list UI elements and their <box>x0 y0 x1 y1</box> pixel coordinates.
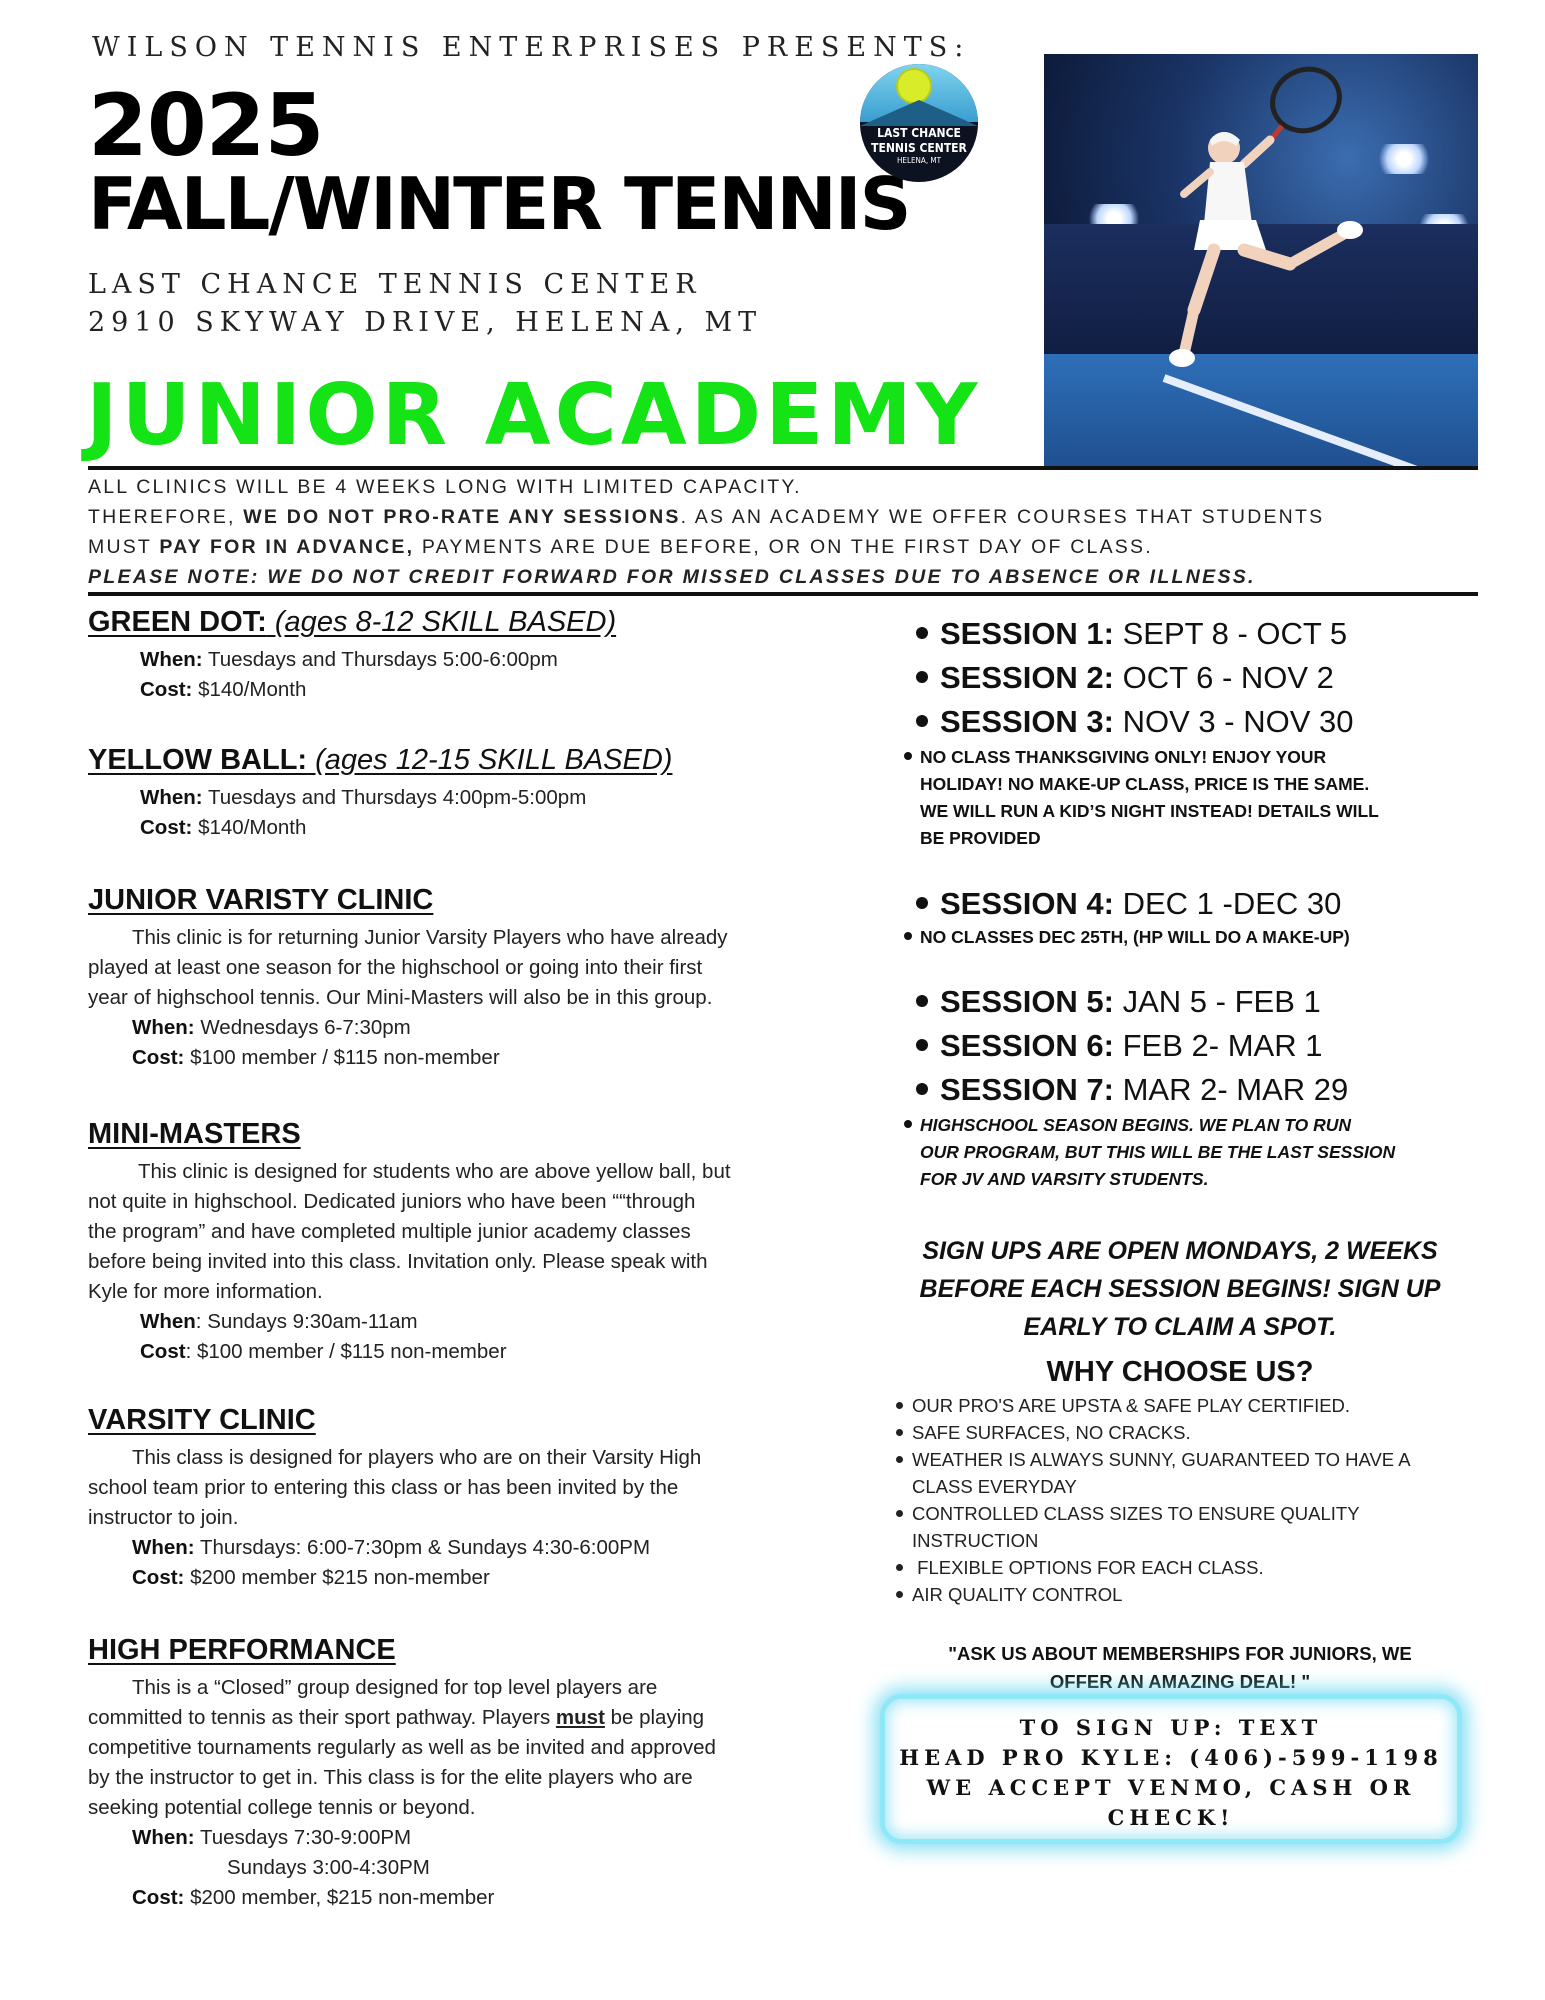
session-item: SESSION 4: DEC 1 -DEC 30 <box>916 882 1341 926</box>
why-item: SAFE SURFACES, NO CRACKS. <box>896 1419 1486 1446</box>
session-item: SESSION 5: JAN 5 - FEB 1 <box>916 980 1348 1024</box>
why-item: FLEXIBLE OPTIONS FOR EACH CLASS. <box>896 1554 1486 1581</box>
intro-line: MUST PAY FOR IN ADVANCE, PAYMENTS ARE DUE BEFORE, OR ON THE FIRST DAY OF CLASS. <box>88 536 1153 558</box>
varsity-clinic-when: When: Thursdays: 6:00-7:30pm & Sundays 4:30-6:00PM <box>132 1536 651 1559</box>
yellow-ball-section <box>88 744 672 843</box>
intro-line: THEREFORE, WE DO NOT PRO-RATE ANY SESSIONS. AS AN ACADEMY WE OFFER COURSES THAT STUDENTS <box>88 506 1325 528</box>
venue-address: 2910 SKYWAY DRIVE, HELENA, MT <box>88 307 763 338</box>
signups-notice: SIGN UPS ARE OPEN MONDAYS, 2 WEEKS BEFORE EACH SESSION BEGINS! SIGN UP EARLY TO CLAIM A SPOT. <box>919 1237 1441 1341</box>
varsity-clinic-description: This class is designed for players who are on their Varsity High school team prior to entering this class or has been invited by the instructor to join. <box>88 1446 702 1529</box>
mini-masters-heading: MINI-MASTERS <box>88 1118 301 1150</box>
why-item-cont: INSTRUCTION <box>912 1530 1039 1551</box>
december-note: NO CLASSES DEC 25TH, (HP WILL DO A MAKE-UP) <box>904 924 1484 951</box>
why-choose-list <box>896 1392 1486 1608</box>
presents-line: WILSON TENNIS ENTERPRISES PRESENTS: <box>92 32 971 63</box>
intro-divider <box>88 592 1478 596</box>
session-item: SESSION 6: FEB 2- MAR 1 <box>916 1024 1348 1068</box>
why-item-cont: CLASS EVERYDAY <box>912 1476 1077 1497</box>
phone-number: HEAD PRO KYLE: (406)-599-1198 <box>899 1745 1443 1770</box>
varsity-clinic-cost: Cost: $200 member $215 non-member <box>132 1566 490 1589</box>
sessions-5-7 <box>916 980 1348 1112</box>
thanksgiving-note: NO CLASS THANKSGIVING ONLY! ENJOY YOUR HOLIDAY! NO MAKE-UP CLASS, PRICE IS THE SAME. WE WILL RUN A KID’S NIGHT INSTEAD! DETAILS WILL BE PROVIDED <box>904 744 1484 852</box>
mini-masters-section <box>88 1118 888 1367</box>
high-performance-when: When: Tuesdays 7:30-9:00PM <box>132 1826 412 1849</box>
payment-methods: WE ACCEPT VENMO, CASH OR <box>926 1775 1416 1800</box>
varsity-clinic-heading: VARSITY CLINIC <box>88 1404 316 1436</box>
program-title: JUNIOR ACADEMY <box>86 366 982 465</box>
venue-name: LAST CHANCE TENNIS CENTER <box>88 269 702 300</box>
yellow-ball-heading: YELLOW BALL: (ages 12-15 SKILL BASED) <box>88 744 673 776</box>
varsity-clinic-section <box>88 1404 888 1593</box>
jv-clinic-when: When: Wednesdays 6-7:30pm <box>132 1016 411 1039</box>
why-item: WEATHER IS ALWAYS SUNNY, GUARANTEED TO HAVE A <box>896 1446 1486 1473</box>
mini-masters-cost: Cost: $100 member / $115 non-member <box>140 1340 507 1363</box>
tennis-ball-icon <box>896 68 932 104</box>
mountain-icon <box>860 100 978 126</box>
season-year: 2025 <box>88 76 324 176</box>
intro-line: ALL CLINICS WILL BE 4 WEEKS LONG WITH LIMITED CAPACITY. <box>88 476 802 498</box>
yellow-ball-cost: Cost: $140/Month <box>140 816 307 839</box>
mini-masters-when: When: Sundays 9:30am-11am <box>140 1310 418 1333</box>
why-item: AIR QUALITY CONTROL <box>896 1581 1486 1608</box>
session-item: SESSION 7: MAR 2- MAR 29 <box>916 1068 1348 1112</box>
jv-clinic-cost: Cost: $100 member / $115 non-member <box>132 1046 500 1069</box>
sessions-1-3 <box>916 612 1353 744</box>
tennis-center-logo <box>860 64 978 182</box>
credit-note: PLEASE NOTE: WE DO NOT CREDIT FORWARD FOR MISSED CLASSES DUE TO ABSENCE OR ILLNESS. <box>88 566 1256 588</box>
green-dot-section <box>88 606 616 705</box>
green-dot-heading: GREEN DOT: (ages 8-12 SKILL BASED) <box>88 606 617 638</box>
why-choose-heading: WHY CHOOSE US? <box>1046 1356 1314 1388</box>
jv-clinic-section <box>88 884 888 1073</box>
mini-masters-description: This clinic is designed for students who are above yellow ball, but not quite in highschool. Dedicated juniors who have been ““through the program” and have completed multiple junior academy classes before being invited into this class. Invitation only. Please speak with Kyle for more information. <box>88 1160 731 1303</box>
high-performance-section <box>88 1634 908 1913</box>
intro-policy <box>88 472 1488 592</box>
tennis-player-photo <box>1044 54 1478 470</box>
high-performance-when-sunday: Sundays 3:00-4:30PM <box>227 1856 430 1879</box>
high-performance-heading: HIGH PERFORMANCE <box>88 1634 396 1666</box>
payment-methods-cont: CHECK! <box>1107 1805 1235 1830</box>
tennis-player-figure <box>1044 54 1478 470</box>
signup-line: TO SIGN UP: TEXT <box>1019 1715 1323 1740</box>
green-dot-cost: Cost: $140/Month <box>140 678 307 701</box>
high-performance-description: This is a “Closed” group designed for top level players are committed to tennis as their sport pathway. Players must be playing competitive tournaments regularly as well as be invited and approved by the instructor to get in. This class is for the elite players who are seeking potential college tennis or beyond. <box>88 1676 716 1819</box>
session-item: SESSION 2: OCT 6 - NOV 2 <box>916 656 1353 700</box>
highschool-note: HIGHSCHOOL SEASON BEGINS. WE PLAN TO RUN OUR PROGRAM, BUT THIS WILL BE THE LAST SESSION FOR JV AND VARSITY STUDENTS. <box>904 1112 1484 1193</box>
why-item: OUR PRO'S ARE UPSTA & SAFE PLAY CERTIFIED. <box>896 1392 1486 1419</box>
venue <box>88 266 762 342</box>
must-emphasis: must <box>555 1706 605 1729</box>
season-title: FALL/WINTER TENNIS <box>88 162 910 246</box>
logo-text: LAST CHANCE TENNIS CENTER HELENA, MT <box>871 126 967 165</box>
session-item: SESSION 3: NOV 3 - NOV 30 <box>916 700 1353 744</box>
session-item: SESSION 1: SEPT 8 - OCT 5 <box>916 612 1353 656</box>
session-4 <box>916 882 1341 926</box>
yellow-ball-when: When: Tuesdays and Thursdays 4:00pm-5:00pm <box>140 786 587 809</box>
why-item: CONTROLLED CLASS SIZES TO ENSURE QUALITY <box>896 1500 1486 1527</box>
membership-note: "ASK US ABOUT MEMBERSHIPS FOR JUNIORS, WE OFFER AN AMAZING DEAL! " <box>948 1643 1412 1692</box>
jv-clinic-description: This clinic is for returning Junior Varsity Players who have already played at least one season for the highschool or going into their first year of highschool tennis. Our Mini-Masters will also be in this group. <box>88 926 728 1009</box>
signup-contact-box <box>880 1694 1462 1844</box>
top-divider <box>88 466 1478 470</box>
jv-clinic-heading: JUNIOR VARISTY CLINIC <box>88 884 434 916</box>
green-dot-when: When: Tuesdays and Thursdays 5:00-6:00pm <box>140 648 558 671</box>
high-performance-cost: Cost: $200 member, $215 non-member <box>132 1886 495 1909</box>
